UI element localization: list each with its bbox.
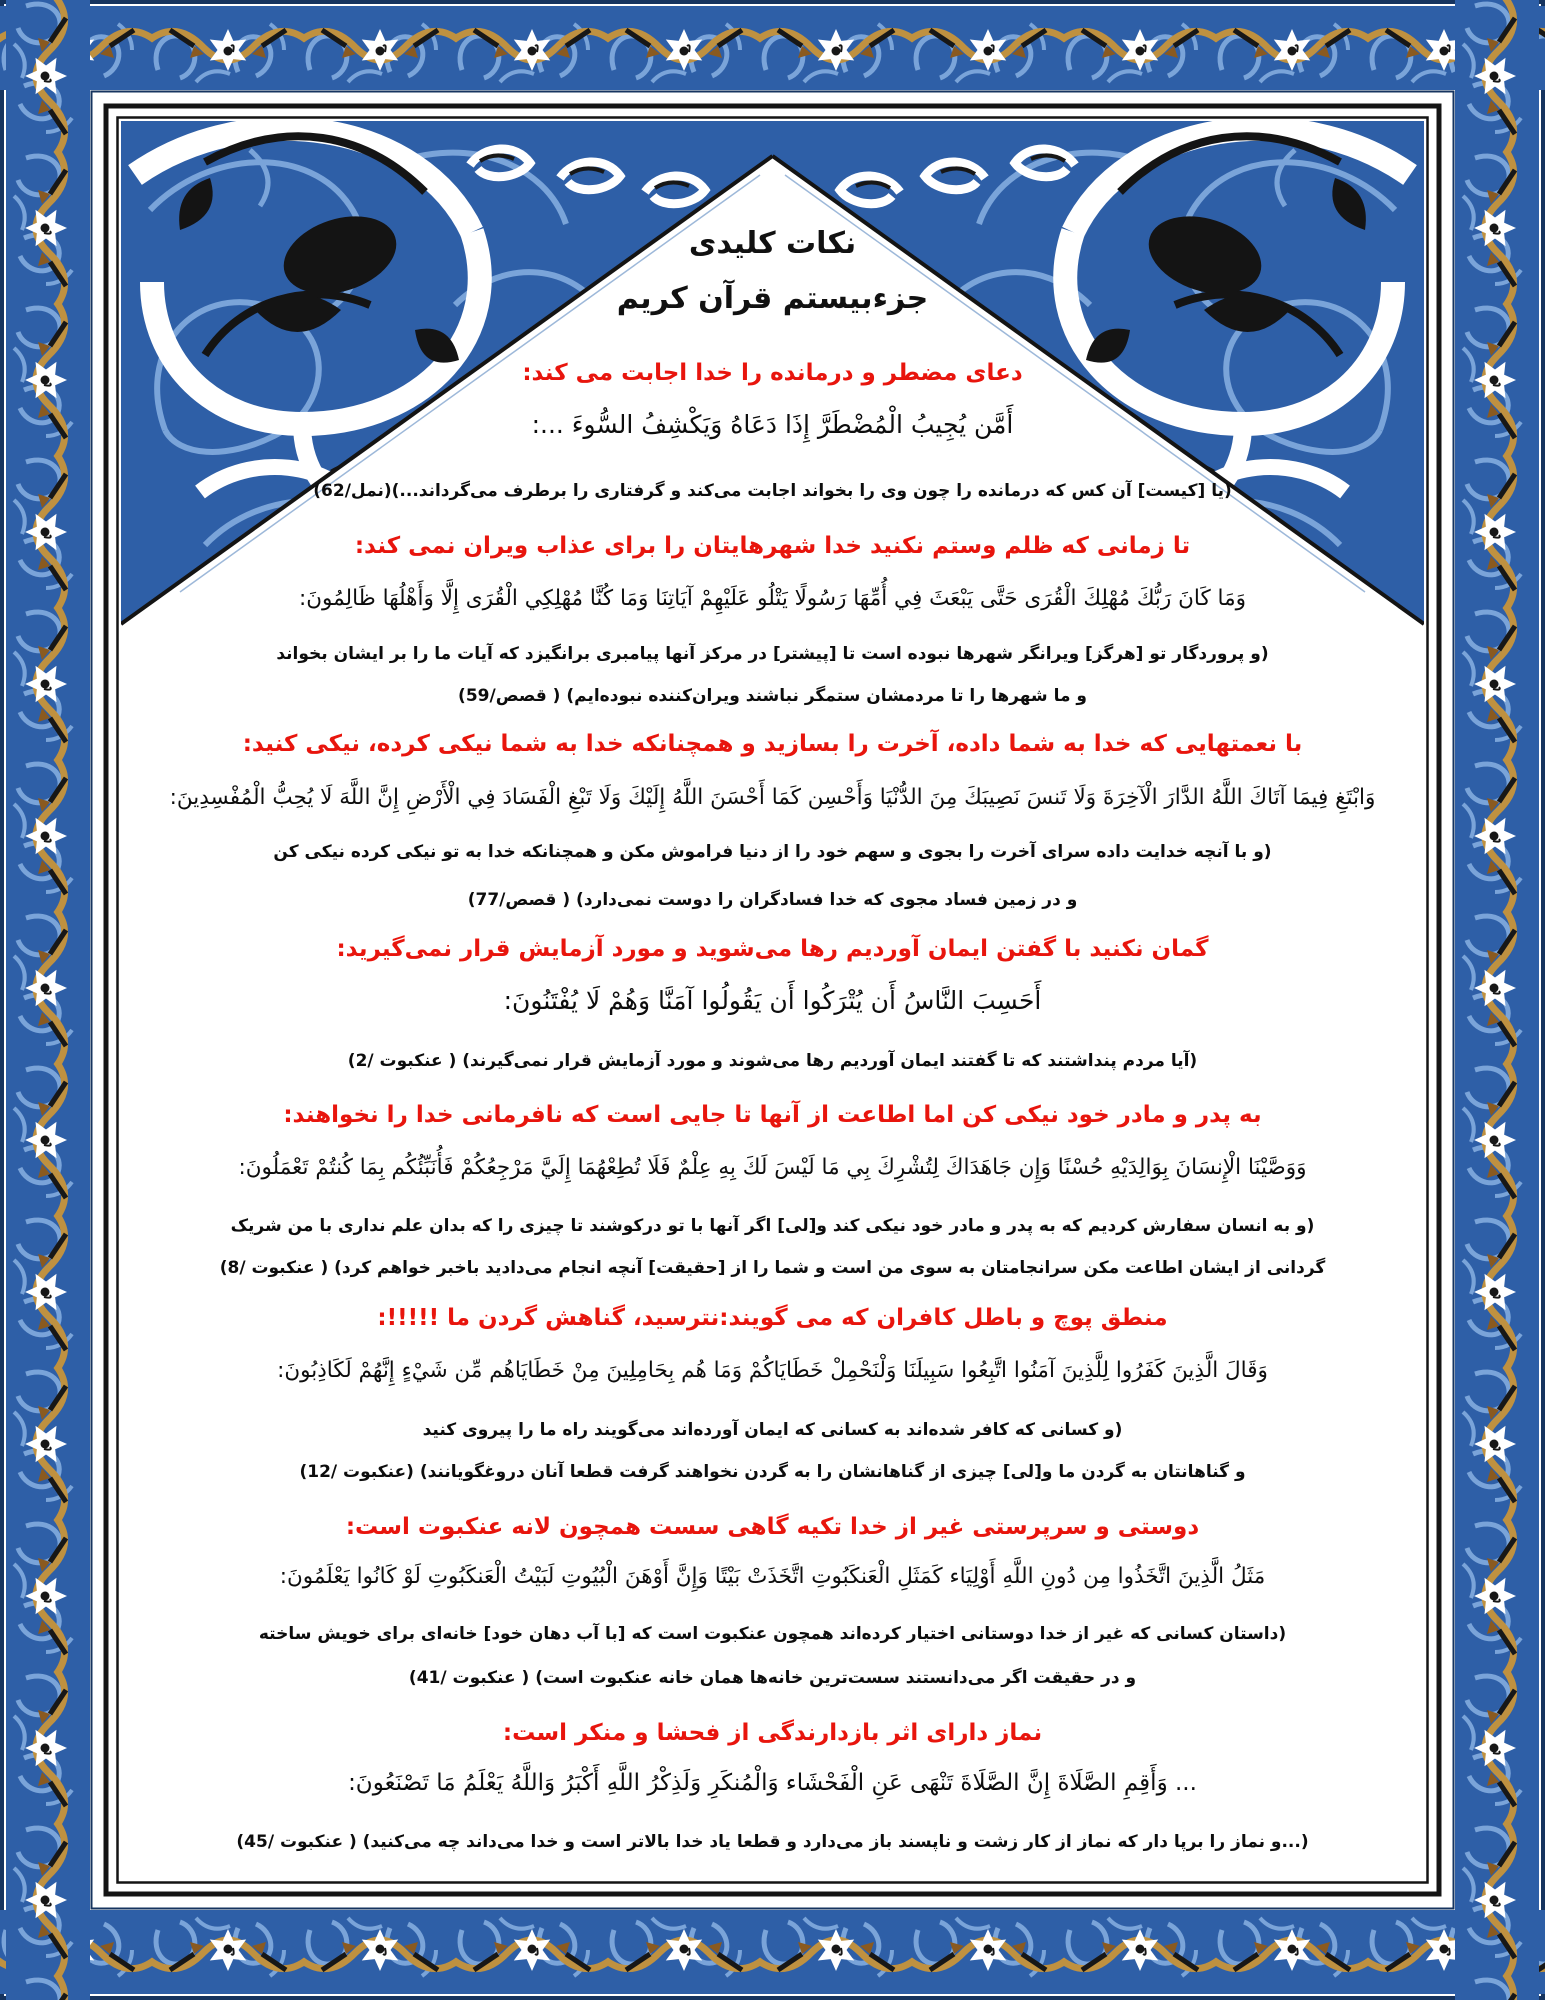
persian-translation: و ما شهرها را تا مردمشان ستمگر نباشند ویران‌کننده نبوده‌ایم) ( قصص/59) [458, 686, 1087, 706]
quran-verse: أَحَسِبَ النَّاسُ أَن يُتْرَكُوا أَن يَقُولُوا آمَنَّا وَهُمْ لَا يُفْتَنُونَ: [503, 986, 1042, 1015]
persian-translation: (و کسانی که کافر شده‌اند به کسانی که ایمان آورده‌اند می‌گویند راه ما را پیروی کنید [422, 1420, 1123, 1440]
section-heading: به پدر و مادر خود نیکی کن اما اطاعت از آنها تا جایی است که نافرمانی خدا را نخواهند: [283, 1102, 1262, 1128]
persian-translation: (و پروردگار تو [هرگز] ویرانگر شهرها نبوده است تا [پیشتر] در مرکز آنها پیامبری برانگیزد که آیات ما را بر ایشان بخواند [276, 644, 1269, 664]
section-heading: نماز دارای اثر بازدارندگی از فحشا و منکر است: [502, 1720, 1043, 1746]
persian-translation: گردانی از ایشان اطاعت مکن سرانجامتان به سوی من است و شما را از [حقیقت] آنچه انجام می‌دادید باخبر خواهم کرد) ( عنکبوت /8) [219, 1258, 1326, 1278]
persian-translation: (و با آنچه خدایت داده سرای آخرت را بجوی و سهم خود را از دنیا فراموش مکن و همچنانکه خدا به تو نیکی کرده نیکی کن [273, 842, 1272, 862]
quran-verse: مَثَلُ الَّذِينَ اتَّخَذُوا مِن دُونِ اللَّهِ أَوْلِيَاء كَمَثَلِ الْعَنكَبُوتِ اتَّخَذَتْ بَيْتًا وَإِنَّ أَوْهَنَ الْبُيُوتِ لَبَيْتُ الْعَنكَبُوتِ لَوْ كَانُوا يَعْلَمُونَ: [279, 1564, 1266, 1589]
section-heading: دوستی و سرپرستی غیر از خدا تکیه گاهی سست همچون لانه عنکبوت است: [345, 1514, 1200, 1540]
quran-verse: وَوَصَّيْنَا الْإِنسَانَ بِوَالِدَيْهِ حُسْنًا وَإِن جَاهَدَاكَ لِتُشْرِكَ بِي مَا لَيْسَ لَكَ بِهِ عِلْمٌ فَلَا تُطِعْهُمَا إِلَيَّ مَرْجِعُكُمْ فَأُنَبِّئُكُم بِمَا كُنتُمْ تَعْمَلُونَ: [238, 1155, 1307, 1180]
persian-translation: و گناهانتان به گردن ما و[لی] چیزی از گناهانشان را به گردن نخواهند گرفت قطعا آنان دروغگویانند) (عنکبوت /12) [299, 1462, 1246, 1482]
quran-verse: وَابْتَغِ فِيمَا آتَاكَ اللَّهُ الدَّارَ الْآخِرَةَ وَلَا تَنسَ نَصِيبَكَ مِنَ الدُّنْيَا وَأَحْسِن كَمَا أَحْسَنَ اللَّهُ إِلَيْكَ وَلَا تَبْغِ الْفَسَادَ فِي الْأَرْضِ إِنَّ اللَّهَ لَا يُحِبُّ الْمُفْسِدِينَ: [169, 785, 1376, 810]
section-heading: منطق پوچ و باطل کافران که می گویند:نترسید، گناهش گردن ما !!!!!: [377, 1305, 1168, 1331]
section-heading: تا زمانی که ظلم وستم نکنید خدا شهرهایتان را برای عذاب ویران نمی کند: [354, 533, 1191, 559]
persian-translation: (داستان کسانی که غیر از خدا دوستانی اختیار کرده‌اند همچون عنکبوت است که [با آب دهان خود] خانه‌ای برای خویش ساخته [258, 1624, 1287, 1644]
section-heading: با نعمتهایی که خدا به شما داده، آخرت را بسازید و همچنانکه خدا به شما نیکی کرده، نیکی کنید: [242, 731, 1303, 757]
persian-translation: و در زمین فساد مجوی که خدا فسادگران را دوست نمی‌دارد) ( قصص/77) [467, 890, 1078, 910]
persian-translation: (آیا مردم پنداشتند که تا گفتند ایمان آوردیم رها می‌شوند و مورد آزمایش قرار نمی‌گیرند) ( عنکبوت /2) [347, 1051, 1198, 1071]
quran-verse: ... وَأَقِمِ الصَّلَاةَ إِنَّ الصَّلَاةَ تَنْهَى عَنِ الْفَحْشَاء وَالْمُنكَرِ وَلَذِكْرُ اللَّهِ أَكْبَرُ وَاللَّهُ يَعْلَمُ مَا تَصْنَعُونَ: [348, 1770, 1197, 1796]
section-heading: گمان نکنید با گفتن ایمان آوردیم رها می‌شوید و مورد آزمایش قرار نمی‌گیرید: [336, 936, 1209, 962]
quran-verse: وَقَالَ الَّذِينَ كَفَرُوا لِلَّذِينَ آمَنُوا اتَّبِعُوا سَبِيلَنَا وَلْنَحْمِلْ خَطَايَاكُمْ وَمَا هُم بِحَامِلِينَ مِنْ خَطَايَاهُم مِّن شَيْءٍ إِنَّهُمْ لَكَاذِبُونَ: [277, 1358, 1268, 1383]
quran-verse: أَمَّن يُجِيبُ الْمُضْطَرَّ إِذَا دَعَاهُ وَيَكْشِفُ السُّوءَ ...: [531, 410, 1014, 439]
persian-translation: (یا [کیست] آن کس که درمانده را چون وی را بخواند اجابت می‌کند و گرفتاری را برطرف می‌گرداند...)(نمل/62) [313, 481, 1232, 501]
section-heading: دعای مضطر و درمانده را خدا اجابت می کند: [522, 360, 1023, 386]
page-title: نکات کلیدی [688, 226, 857, 261]
page-subtitle: جزءبیستم قرآن کریم [616, 281, 929, 316]
persian-translation: (...و نماز را برپا دار که نماز از کار زشت و ناپسند باز می‌دارد و قطعا یاد خدا بالاتر است و خدا می‌داند چه می‌کنید) ( عنکبوت /45) [236, 1832, 1309, 1852]
persian-translation: و در حقیقت اگر می‌دانستند سست‌ترین خانه‌ها همان خانه عنکبوت است) ( عنکبوت /41) [408, 1668, 1137, 1688]
persian-translation: (و به انسان سفارش کردیم که به پدر و مادر خود نیکی کند و[لی] اگر آنها با تو درکوشند تا چیزی را که بدان علم نداری با من شریک [230, 1216, 1315, 1236]
quran-verse: وَمَا كَانَ رَبُّكَ مُهْلِكَ الْقُرَى حَتَّى يَبْعَثَ فِي أُمِّهَا رَسُولًا يَتْلُو عَلَيْهِمْ آيَاتِنَا وَمَا كُنَّا مُهْلِكِي الْقُرَى إِلَّا وَأَهْلُهَا ظَالِمُونَ: [298, 586, 1246, 611]
